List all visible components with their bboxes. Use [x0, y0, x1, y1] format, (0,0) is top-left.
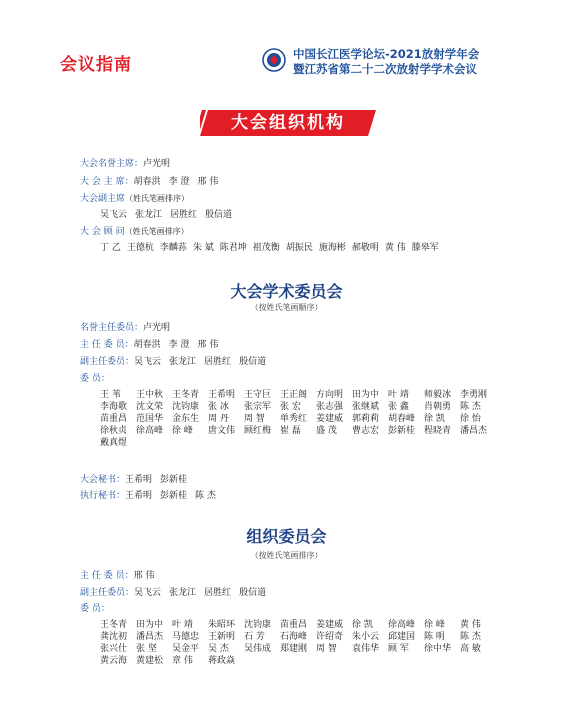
chair-name: 胡春洪 — [133, 177, 161, 187]
vice-chair-name: 殷信道 — [205, 210, 233, 220]
member-name: 周 智 — [316, 644, 337, 654]
member-name: 徐 峰 — [172, 426, 193, 436]
member-name: 朱小云 — [352, 632, 380, 642]
member-name: 黄建松 — [136, 656, 164, 666]
academic-director-name: 邢 伟 — [197, 340, 219, 350]
organizing-vice-name: 殷信道 — [239, 588, 267, 598]
member-name: 袁伟华 — [352, 644, 380, 654]
chair-row — [80, 176, 226, 188]
member-name: 徐 凯 — [352, 620, 373, 630]
chair-name: 邢 伟 — [197, 177, 219, 187]
organizing-members-grid — [100, 619, 496, 667]
organizing-members-label: 委 员： — [80, 604, 110, 614]
member-name: 张宗军 — [244, 402, 272, 412]
conference-title-line2: 暨江苏省第二十二次放射学学术会议 — [293, 62, 477, 76]
academic-honorary-row — [80, 322, 170, 334]
member-name: 周 丹 — [208, 414, 229, 424]
organizing-vice-name: 吴飞云 — [134, 588, 162, 598]
conference-title — [293, 47, 479, 77]
member-name: 方向明 — [316, 390, 344, 400]
member-name: 陈 杰 — [460, 402, 481, 412]
member-name: 许绍奇 — [316, 632, 344, 642]
vice-chair-heading — [80, 193, 189, 205]
organizing-vice-name: 张龙江 — [169, 588, 197, 598]
member-name: 单秀红 — [280, 414, 308, 424]
member-name: 沈文荣 — [136, 402, 164, 412]
exec-secretary-row — [80, 490, 224, 502]
member-name: 崔 磊 — [280, 426, 301, 436]
member-name: 姜建威 — [316, 414, 344, 424]
member-name: 张继斌 — [352, 402, 380, 412]
member-name: 王守巨 — [244, 390, 272, 400]
member-name: 沈钧康 — [172, 402, 200, 412]
organizing-vice-name: 居胜红 — [204, 588, 232, 598]
member-name: 王新明 — [208, 632, 236, 642]
advisor-name: 胡振民 — [285, 243, 313, 253]
organizing-director-row — [80, 570, 154, 582]
member-name: 周 智 — [244, 414, 265, 424]
member-name: 张 鑫 — [388, 402, 409, 412]
advisor-name: 施海彬 — [318, 243, 346, 253]
member-name: 唐文伟 — [208, 426, 236, 436]
member-name: 王冬青 — [100, 620, 128, 630]
advisor-heading — [80, 226, 189, 238]
organizing-vice-label: 副主任委员： — [80, 588, 135, 598]
advisor-name: 王德杭 — [126, 243, 154, 253]
member-name: 范国华 — [136, 414, 164, 424]
member-name: 田为中 — [352, 390, 380, 400]
academic-honorary-label: 名誉主任委员： — [80, 323, 144, 333]
vice-chair-names — [100, 209, 240, 221]
member-name: 李海歌 — [100, 402, 128, 412]
member-name: 黄云海 — [100, 656, 128, 666]
academic-vice-label: 副主任委员： — [80, 357, 135, 367]
organizing-director-name: 邢 伟 — [133, 571, 155, 581]
academic-vice-name: 殷信道 — [239, 357, 267, 367]
advisor-name: 朱 斌 — [192, 243, 214, 253]
member-name: 张 坚 — [136, 644, 157, 654]
member-name: 郭莉莉 — [352, 414, 380, 424]
member-name: 徐中华 — [424, 644, 452, 654]
member-name: 盛 茂 — [316, 426, 337, 436]
vice-chair-name: 吴飞云 — [100, 210, 128, 220]
member-name: 蒋政焱 — [208, 656, 236, 666]
chair-label: 大 会 主 席： — [80, 177, 134, 187]
member-name: 叶 靖 — [388, 390, 409, 400]
member-name: 高 敏 — [460, 644, 481, 654]
member-name: 戴真煜 — [100, 438, 128, 448]
member-name: 潘昌杰 — [136, 632, 164, 642]
academic-vice-row — [80, 356, 274, 368]
member-name: 王希明 — [208, 390, 236, 400]
honorary-chair-label: 大会名誉主席： — [80, 159, 144, 169]
advisor-name: 郝敬明 — [351, 243, 379, 253]
member-name: 陈 杰 — [460, 632, 481, 642]
academic-secretary-row — [80, 474, 195, 486]
academic-secretary-name: 王希明 — [125, 475, 153, 485]
academic-director-row — [80, 339, 226, 351]
member-name: 徐秋贞 — [100, 426, 128, 436]
organizing-vice-row — [80, 587, 274, 599]
member-name: 金东生 — [172, 414, 200, 424]
member-name: 张 冰 — [208, 402, 229, 412]
vice-chair-note: （姓氏笔画排序） — [125, 194, 190, 203]
member-name: 王冬青 — [172, 390, 200, 400]
member-name: 叶 靖 — [172, 620, 193, 630]
academic-members-heading — [80, 373, 110, 385]
academic-director-label: 主 任 委 员： — [80, 340, 134, 350]
organizing-director-label: 主 任 委 员： — [80, 571, 134, 581]
honorary-chair-row — [80, 158, 170, 170]
member-name: 王正阁 — [280, 390, 308, 400]
member-name: 石海峰 — [280, 632, 308, 642]
member-name: 张志强 — [316, 402, 344, 412]
member-name: 邱建国 — [388, 632, 416, 642]
honorary-chair-name: 卢光明 — [143, 159, 171, 169]
member-name: 徐 峰 — [424, 620, 445, 630]
advisor-name: 陈君坤 — [219, 243, 247, 253]
member-name: 郑建刚 — [280, 644, 308, 654]
member-name: 朱昭环 — [208, 620, 236, 630]
member-name: 陈 明 — [424, 632, 445, 642]
organizing-members-heading — [80, 603, 110, 615]
member-name: 姜建威 — [316, 620, 344, 630]
academic-members-grid — [100, 389, 496, 449]
member-name: 马德忠 — [172, 632, 200, 642]
member-name: 吴伟成 — [244, 644, 272, 654]
member-name: 吴金平 — [172, 644, 200, 654]
advisor-name: 祖茂衡 — [252, 243, 280, 253]
member-name: 王中秋 — [136, 390, 164, 400]
academic-vice-name: 张龙江 — [169, 357, 197, 367]
member-name: 潘昌杰 — [460, 426, 488, 436]
exec-secretary-name: 彭新桂 — [160, 491, 188, 501]
vice-chair-name: 张龙江 — [135, 210, 163, 220]
organizing-committee-note: （按姓氏笔画排序） — [250, 551, 323, 560]
exec-secretary-label: 执行秘书： — [80, 491, 126, 501]
member-name: 徐高峰 — [136, 426, 164, 436]
conference-title-line1: 中国长江医学论坛-2021放射学年会 — [293, 47, 480, 61]
member-name: 王 苇 — [100, 390, 121, 400]
member-name: 黄 伟 — [460, 620, 481, 630]
member-name: 顾红梅 — [244, 426, 272, 436]
academic-secretary-name: 彭新桂 — [160, 475, 188, 485]
chair-name: 李 澄 — [168, 177, 190, 187]
advisor-name: 黄 伟 — [384, 243, 406, 253]
member-name: 程晓青 — [424, 426, 452, 436]
member-name: 石 芳 — [244, 632, 265, 642]
vice-chair-label: 大会副主席 — [80, 194, 126, 204]
member-name: 田为中 — [136, 620, 164, 630]
member-name: 师毅冰 — [424, 390, 452, 400]
advisor-name: 丁 乙 — [100, 243, 121, 253]
member-name: 徐高峰 — [388, 620, 416, 630]
academic-secretary-label: 大会秘书： — [80, 475, 126, 485]
banner-title: 大会组织机构 — [231, 113, 345, 133]
section-header-label: 会议指南 — [60, 55, 132, 75]
member-name: 龚沈初 — [100, 632, 128, 642]
advisor-name: 李麟荪 — [159, 243, 187, 253]
member-name: 顾 军 — [388, 644, 409, 654]
academic-vice-name: 吴飞云 — [134, 357, 162, 367]
academic-director-name: 胡春洪 — [133, 340, 161, 350]
member-name: 沈钧康 — [244, 620, 272, 630]
member-name: 徐 怡 — [460, 414, 481, 424]
member-name: 章 伟 — [172, 656, 193, 666]
member-name: 吴 杰 — [208, 644, 229, 654]
member-name: 李勇刚 — [460, 390, 488, 400]
advisor-names — [100, 242, 439, 254]
academic-director-name: 李 澄 — [168, 340, 190, 350]
organizing-committee-title: 组织委员会 — [246, 527, 327, 546]
academic-members-label: 委 员： — [80, 374, 110, 384]
advisor-note: （姓氏笔画排序） — [124, 227, 189, 236]
member-name: 肖朝勇 — [424, 402, 452, 412]
exec-secretary-name: 陈 杰 — [195, 491, 216, 501]
member-name: 苗重昌 — [100, 414, 128, 424]
member-name: 曹志宏 — [352, 426, 380, 436]
advisor-label: 大 会 顾 问 — [80, 227, 125, 237]
academic-committee-title: 大会学术委员会 — [230, 282, 343, 301]
member-name: 胡春峰 — [388, 414, 416, 424]
member-name: 徐 凯 — [424, 414, 445, 424]
society-logo-icon — [262, 48, 286, 72]
academic-honorary-name: 卢光明 — [143, 323, 171, 333]
member-name: 苗重昌 — [280, 620, 308, 630]
member-name: 张兴仕 — [100, 644, 128, 654]
member-name: 张 宏 — [280, 402, 301, 412]
member-name: 彭新桂 — [388, 426, 416, 436]
advisor-name: 滕皋军 — [411, 243, 439, 253]
academic-committee-note: （按姓氏笔画顺序） — [250, 303, 323, 312]
vice-chair-name: 居胜红 — [170, 210, 198, 220]
exec-secretary-name: 王希明 — [125, 491, 153, 501]
academic-vice-name: 居胜红 — [204, 357, 232, 367]
